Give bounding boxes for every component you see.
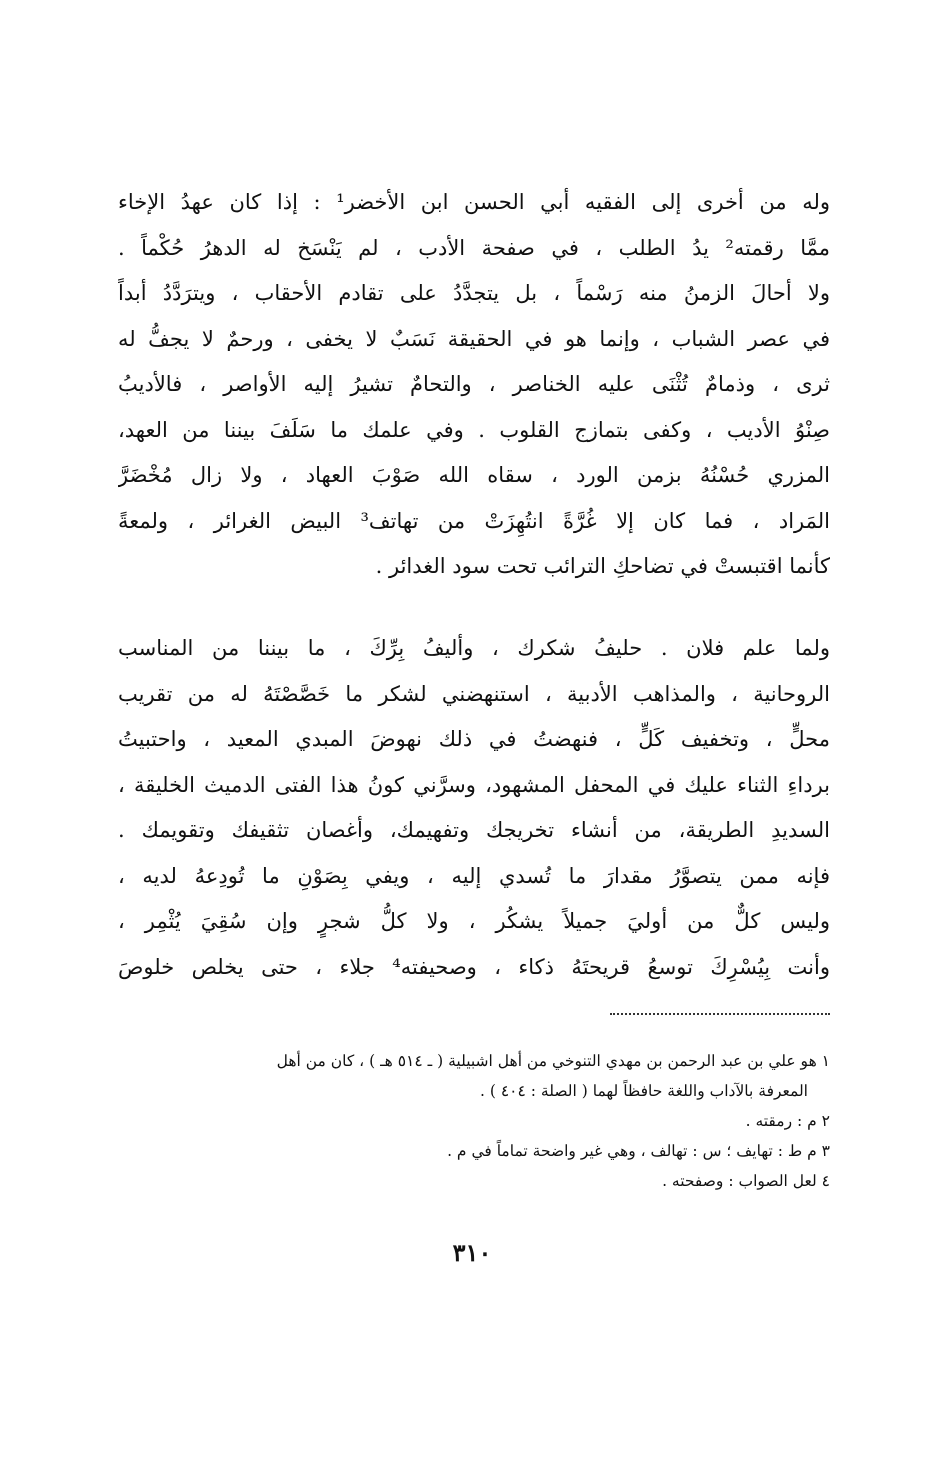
footnote-4: ٤ لعل الصواب : وصفحته . (662, 1172, 830, 1190)
text-line: ولا أحالَ الزمنُ منه رَسْماً ، بل يتجدَّدُ على تقادم الأحقاب ، ويترَدَّدُ أبداً (118, 281, 830, 305)
text-line: ولما علم فلان . حليفُ شكرك ، وأليفُ بِرِّكَ ، ما بيننا من المناسب (118, 636, 830, 660)
text-line: السديدِ الطريقة، من أنشاء تخريجك وتفهيمك، وأغصان تثقيفك وتقويمك . (118, 818, 830, 842)
text-line: كأنما اقتبستْ في تضاحكِ الترائب تحت سود الغدائر . (375, 554, 830, 578)
main-paragraph-1 (118, 180, 830, 590)
text-line: المَراد ، فما كان إلا غُرَّةً انتُهِزَتْ من تهاتف³ البيض الغرائر ، ولمعةً (118, 508, 830, 533)
text-line: ممَّا رقمته² يدُ الطلب ، في صفحة الأدب ، لم يَنْسَخ له الدهرُ حُكْماً . (118, 235, 830, 260)
footnote-1-continuation: المعرفة بالآداب واللغة حافظاً لهما ( الصلة : ٤٠٤ ) . (480, 1082, 808, 1100)
footnote-1: ١ هو علي بن عبد الرحمن بن مهدي التنوخي من أهل اشبيلية ( ـ ٥١٤ هـ ) ، كان من أهل (276, 1052, 830, 1070)
footnote-2: ٢ م : رمقته . (745, 1112, 830, 1130)
text-line: وله من أخرى إلى الفقيه أبي الحسن ابن الأخضر¹ : إذا كان عهدُ الإخاء (118, 190, 830, 214)
footnotes (118, 1046, 830, 1196)
text-line: وأنت بِيُسْرِكَ توسعُ قريحتَهُ ذكاء ، وصحيفته⁴ جلاء ، حتى يخلص خلوصَ (118, 954, 830, 979)
text-line: صِنْوُ الأديب ، وكفى بتمازج القلوب . وفي علمك ما سَلَفَ بيننا من العهد، (118, 417, 830, 442)
page-number: ٣١٠ (452, 1238, 492, 1267)
text-line: المزري حُسْنُهُ بزمن الورد ، سقاه الله صَوْبَ العهاد ، ولا زال مُخْضَرَّ (118, 463, 830, 487)
text-line: ثرى ، وذمامٌ تُثْنَى عليه الخناصر ، والتحامٌ تشيرُ إليه الأواصر ، فالأديبُ (118, 372, 830, 396)
text-line: في عصر الشباب ، وإنما هو في الحقيقة نَسَبٌ لا يخفى ، ورحمٌ لا يجفُّ له (118, 326, 830, 351)
text-line: فإنه ممن يتصوَّرُ مقدارَ ما تُسدي إليه ، ويفي بِصَوْنِ ما تُودِعهُ لديه ، (118, 863, 830, 888)
text-line: محلٍّ ، وتخفيف كَلٍّ ، فنهضتُ في ذلك نهوضَ المبدي المعيد ، واحتبيتُ (118, 727, 830, 751)
text-line: الروحانية ، والمذاهب الأدبية ، استنهضني لشكر ما خَصَّصْتَهُ له من تقريب (118, 681, 830, 706)
text-line: وليس كلٌّ من أوليَ جميلاً يشكُر ، ولا كلُّ شجرٍ وإن سُقِيَ يُثْمِر ، (118, 909, 830, 933)
footnote-divider (610, 1013, 830, 1015)
footnote-3: ٣ م ط : تهايف ؛ س : تهالف ، وهي غير واضحة تماماً في م . (447, 1142, 830, 1160)
text-line: برداءِ الثناء عليك في المحفل المشهود، وسرَّني كونُ هذا الفتى الدميث الخليقة ، (118, 772, 830, 797)
main-paragraph-2 (118, 626, 830, 990)
